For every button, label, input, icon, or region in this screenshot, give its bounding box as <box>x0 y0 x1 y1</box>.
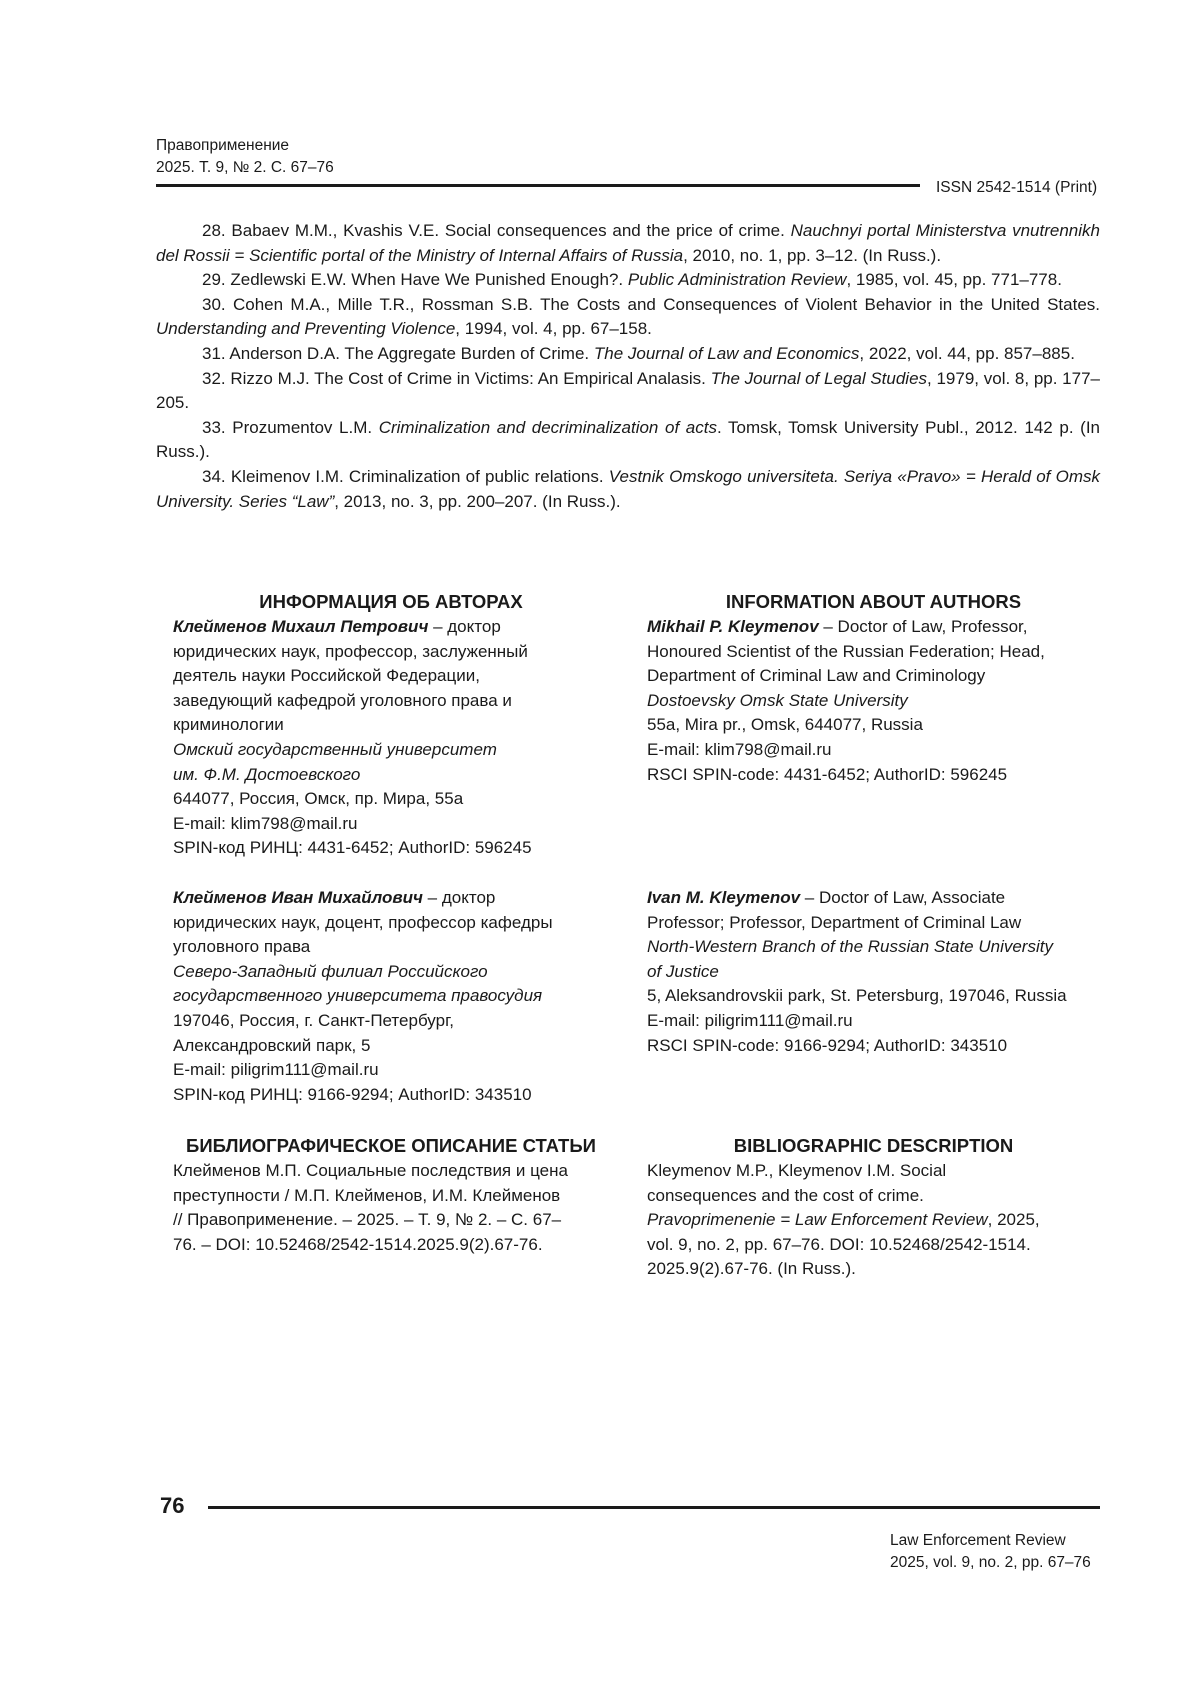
bib-en-title: BIBLIOGRAPHIC DESCRIPTION <box>647 1134 1100 1158</box>
author-2-ru-email: E-mail: piligrim111@mail.ru <box>173 1058 609 1083</box>
journal-name-ru: Правоприменение <box>156 135 334 157</box>
bib-en-text: Kleymenov M.P., Kleymenov I.M. Social consequences and the cost of crime. Pravoprimenenie = Law Enforcement Review, 2025, vol. 9, no. 2, pp. 67–76. DOI: 10.52468/2542-1514. 2025.9(2).67-76. (In Russ.). <box>647 1159 1100 1282</box>
reference-item: 31. Anderson D.A. The Aggregate Burden of Crime. The Journal of Law and Economics, 2022, vol. 44, pp. 857–885. <box>156 342 1100 367</box>
author-2-en: Ivan M. Kleymenov – Doctor of Law, Associate Professor; Professor, Department of Criminal Law North-Western Branch of the Russian State University of Justice 5, Aleksandrovskii park, St. Petersburg, 197046, Russia E-mail: piligrim111@mail.ru RSCI SPIN-code: 9166-9294; AuthorID: 343510 <box>647 886 1100 1058</box>
author-1-ru-org: Омский государственный университет <box>173 738 609 763</box>
journal-name-en: Law Enforcement Review <box>890 1530 1091 1552</box>
bib-ru-text: Клейменов М.П. Социальные последствия и цена преступности / М.П. Клейменов, И.М. Клейменов // Правоприменение. – 2025. – Т. 9, № 2. – С. 67– 76. – DOI: 10.52468/2542-1514.2025.9(2).67-76. <box>173 1159 609 1257</box>
author-2-en-spin: RSCI SPIN-code: 9166-9294; AuthorID: 343510 <box>647 1034 1100 1059</box>
author-2-ru: Клейменов Иван Михайлович – доктор юридических наук, доцент, профессор кафедры уголовного права Северо-Западный филиал Российского государственного университета правосудия 197046, Россия, г. Санкт-Петербург, Александровский парк, 5 E-mail: piligrim111@mail.ru SPIN-код РИНЦ: 9166-9294; AuthorID: 343510 <box>173 886 609 1107</box>
running-footer-right <box>890 1530 1091 1574</box>
author-2-en-email: E-mail: piligrim111@mail.ru <box>647 1009 1100 1034</box>
author-2-ru-spin: SPIN-код РИНЦ: 9166-9294; AuthorID: 343510 <box>173 1083 609 1108</box>
reference-item: 29. Zedlewski E.W. When Have We Punished Enough?. Public Administration Review, 1985, vol. 45, pp. 771–778. <box>156 268 1100 293</box>
reference-item: 32. Rizzo M.J. The Cost of Crime in Victims: An Empirical Analasis. The Journal of Legal Studies, 1979, vol. 8, pp. 177–205. <box>156 367 1100 416</box>
author-2-en-name: Ivan M. Kleymenov <box>647 888 800 907</box>
author-2-ru-org: Северо-Западный филиал Российского <box>173 960 609 985</box>
authors-ru-title: ИНФОРМАЦИЯ ОБ АВТОРАХ <box>173 590 609 614</box>
page-number: 76 <box>160 1493 184 1519</box>
reference-list <box>156 219 1100 514</box>
author-1-en-org: Dostoevsky Omsk State University <box>647 689 1100 714</box>
footer-rule <box>208 1506 1100 1509</box>
reference-item: 34. Kleimenov I.M. Criminalization of public relations. Vestnik Omskogo universiteta. Seriya «Pravo» = Herald of Omsk University. Series “Law”, 2013, no. 3, pp. 200–207. (In Russ.). <box>156 465 1100 514</box>
author-1-ru-name: Клейменов Михаил Петрович <box>173 617 428 636</box>
author-1-en-email: E-mail: klim798@mail.ru <box>647 738 1100 763</box>
bib-ru-title: БИБЛИОГРАФИЧЕСКОЕ ОПИСАНИЕ СТАТЬИ <box>173 1134 609 1158</box>
author-1-ru-email: E-mail: klim798@mail.ru <box>173 812 609 837</box>
authors-en-title: INFORMATION ABOUT AUTHORS <box>647 590 1100 614</box>
reference-item: 30. Cohen M.A., Mille T.R., Rossman S.B. The Costs and Consequences of Violent Behavior in the United States. Understanding and Preventing Violence, 1994, vol. 4, pp. 67–158. <box>156 293 1100 342</box>
author-2-ru-address: 197046, Россия, г. Санкт-Петербург, <box>173 1009 609 1034</box>
header-rule <box>156 184 920 187</box>
author-1-ru-spin: SPIN-код РИНЦ: 4431-6452; AuthorID: 596245 <box>173 836 609 861</box>
issn: ISSN 2542-1514 (Print) <box>936 177 1097 199</box>
issue-info-en: 2025, vol. 9, no. 2, pp. 67–76 <box>890 1552 1091 1574</box>
running-header-left <box>156 135 334 179</box>
author-2-ru-name: Клейменов Иван Михайлович <box>173 888 423 907</box>
author-2-en-org: North-Western Branch of the Russian State University <box>647 935 1100 960</box>
issue-info-ru: 2025. Т. 9, № 2. С. 67–76 <box>156 157 334 179</box>
author-1-en-name: Mikhail P. Kleymenov <box>647 617 819 636</box>
author-2-en-address: 5, Aleksandrovskii park, St. Petersburg, 197046, Russia <box>647 984 1100 1009</box>
author-1-en-spin: RSCI SPIN-code: 4431-6452; AuthorID: 596245 <box>647 763 1100 788</box>
author-1-en: Mikhail P. Kleymenov – Doctor of Law, Professor, Honoured Scientist of the Russian Federation; Head, Department of Criminal Law and Criminology Dostoevsky Omsk State University 55a, Mira pr., Omsk, 644077, Russia E-mail: klim798@mail.ru RSCI SPIN-code: 4431-6452; AuthorID: 596245 <box>647 615 1100 787</box>
author-1-ru: Клейменов Михаил Петрович – доктор юридических наук, профессор, заслуженный деятель науки Российской Федерации, заведующий кафедрой уголовного права и криминологии Омский государственный университет им. Ф.М. Достоевского 644077, Россия, Омск, пр. Мира, 55а E-mail: klim798@mail.ru SPIN-код РИНЦ: 4431-6452; AuthorID: 596245 <box>173 615 609 861</box>
author-1-en-address: 55a, Mira pr., Omsk, 644077, Russia <box>647 713 1100 738</box>
reference-item: 28. Babaev M.M., Kvashis V.E. Social consequences and the price of crime. Nauchnyi portal Ministerstva vnutrennikh del Rossii = Scientific portal of the Ministry of Internal Affairs of Russia, 2010, no. 1, pp. 3–12. (In Russ.). <box>156 219 1100 268</box>
reference-item: 33. Prozumentov L.M. Criminalization and decriminalization of acts. Tomsk, Tomsk University Publ., 2012. 142 p. (In Russ.). <box>156 416 1100 465</box>
author-1-ru-address: 644077, Россия, Омск, пр. Мира, 55а <box>173 787 609 812</box>
